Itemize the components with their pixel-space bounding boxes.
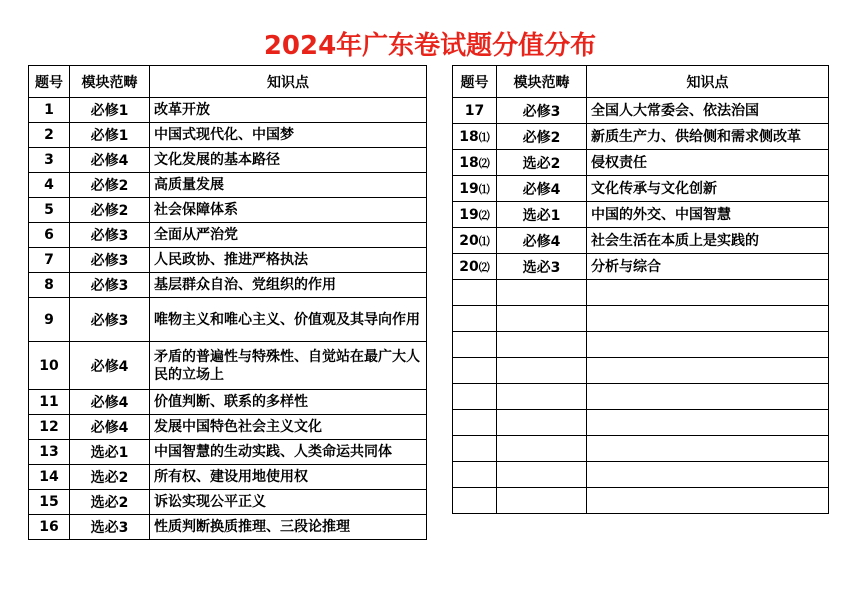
empty-row <box>453 280 829 306</box>
empty-row <box>453 384 829 410</box>
table-row <box>29 248 427 273</box>
empty-row <box>453 358 829 384</box>
module-cell: 必修3 <box>70 273 150 298</box>
knowledge-cell: 文化传承与文化创新 <box>587 176 829 202</box>
question-number: 8 <box>29 273 70 298</box>
question-number: 3 <box>29 148 70 173</box>
header-knowledge: 知识点 <box>587 66 829 98</box>
module-cell: 选必2 <box>497 150 587 176</box>
left-score-table <box>28 65 427 540</box>
empty-cell <box>587 358 829 384</box>
question-number-main: 20 <box>459 258 479 275</box>
knowledge-cell: 所有权、建设用地使用权 <box>150 465 427 490</box>
module-cell: 必修4 <box>70 415 150 440</box>
question-number <box>453 254 497 280</box>
question-number-sub: ⑵ <box>478 260 490 274</box>
table-header-row <box>453 66 829 98</box>
empty-cell <box>453 436 497 462</box>
question-number-main: 19 <box>459 206 479 223</box>
table-row <box>453 98 829 124</box>
knowledge-cell: 分析与综合 <box>587 254 829 280</box>
empty-cell <box>587 332 829 358</box>
empty-row <box>453 410 829 436</box>
question-number: 16 <box>29 515 70 540</box>
table-row <box>29 123 427 148</box>
table-row <box>29 198 427 223</box>
question-number <box>453 98 497 124</box>
question-number-sub: ⑴ <box>478 182 490 196</box>
table-row <box>29 342 427 390</box>
module-cell: 选必2 <box>70 465 150 490</box>
module-cell: 必修3 <box>70 298 150 342</box>
empty-cell <box>453 410 497 436</box>
empty-cell <box>497 436 587 462</box>
table-row <box>29 98 427 123</box>
page-title: 2024年广东卷试题分值分布 <box>263 31 597 61</box>
question-number-main: 19 <box>459 180 479 197</box>
table-row <box>29 515 427 540</box>
knowledge-cell: 基层群众自治、党组织的作用 <box>150 273 427 298</box>
empty-row <box>453 436 829 462</box>
question-number-sub: ⑴ <box>478 130 490 144</box>
empty-cell <box>453 332 497 358</box>
table-row <box>29 298 427 342</box>
question-number <box>453 176 497 202</box>
module-cell: 必修2 <box>70 173 150 198</box>
question-number-sub: ⑵ <box>478 208 490 222</box>
empty-cell <box>587 306 829 332</box>
empty-cell <box>453 280 497 306</box>
table-row <box>29 490 427 515</box>
table-row <box>453 228 829 254</box>
table-row <box>29 173 427 198</box>
empty-cell <box>453 462 497 488</box>
header-knowledge: 知识点 <box>150 66 427 98</box>
question-number <box>453 150 497 176</box>
empty-cell <box>497 280 587 306</box>
question-number: 6 <box>29 223 70 248</box>
module-cell: 选必1 <box>497 202 587 228</box>
knowledge-cell: 中国智慧的生动实践、人类命运共同体 <box>150 440 427 465</box>
empty-cell <box>497 410 587 436</box>
empty-cell <box>497 488 587 514</box>
empty-cell <box>453 306 497 332</box>
table-row <box>29 415 427 440</box>
empty-cell <box>497 332 587 358</box>
header-module: 模块范畴 <box>70 66 150 98</box>
question-number: 13 <box>29 440 70 465</box>
module-cell: 必修4 <box>497 176 587 202</box>
empty-cell <box>453 488 497 514</box>
knowledge-cell: 文化发展的基本路径 <box>150 148 427 173</box>
table-row <box>453 202 829 228</box>
question-number <box>453 228 497 254</box>
table-row <box>29 223 427 248</box>
empty-cell <box>497 358 587 384</box>
empty-cell <box>453 358 497 384</box>
empty-cell <box>587 410 829 436</box>
question-number: 15 <box>29 490 70 515</box>
table-row <box>29 390 427 415</box>
module-cell: 必修2 <box>497 124 587 150</box>
empty-row <box>453 462 829 488</box>
empty-cell <box>453 384 497 410</box>
module-cell: 选必3 <box>497 254 587 280</box>
question-number: 14 <box>29 465 70 490</box>
question-number <box>453 202 497 228</box>
question-number: 10 <box>29 342 70 390</box>
empty-cell <box>587 280 829 306</box>
knowledge-cell: 价值判断、联系的多样性 <box>150 390 427 415</box>
table-row <box>453 124 829 150</box>
knowledge-cell: 社会生活在本质上是实践的 <box>587 228 829 254</box>
question-number: 5 <box>29 198 70 223</box>
question-number: 11 <box>29 390 70 415</box>
question-number-sub: ⑵ <box>478 156 490 170</box>
knowledge-cell: 侵权责任 <box>587 150 829 176</box>
question-number: 1 <box>29 98 70 123</box>
question-number-main: 18 <box>459 154 479 171</box>
module-cell: 必修3 <box>70 248 150 273</box>
knowledge-cell: 性质判断换质推理、三段论推理 <box>150 515 427 540</box>
question-number-main: 18 <box>459 128 479 145</box>
header-num: 题号 <box>453 66 497 98</box>
knowledge-cell: 诉讼实现公平正义 <box>150 490 427 515</box>
question-number: 7 <box>29 248 70 273</box>
right-score-table <box>452 65 829 514</box>
module-cell: 必修4 <box>497 228 587 254</box>
module-cell: 必修1 <box>70 123 150 148</box>
header-num: 题号 <box>29 66 70 98</box>
empty-row <box>453 306 829 332</box>
module-cell: 必修4 <box>70 342 150 390</box>
knowledge-cell: 高质量发展 <box>150 173 427 198</box>
table-row <box>29 273 427 298</box>
question-number: 2 <box>29 123 70 148</box>
module-cell: 必修3 <box>497 98 587 124</box>
table-row <box>29 465 427 490</box>
module-cell: 必修4 <box>70 148 150 173</box>
empty-row <box>453 488 829 514</box>
table-row <box>453 254 829 280</box>
question-number-sub: ⑴ <box>478 234 490 248</box>
empty-cell <box>587 488 829 514</box>
table-row <box>453 150 829 176</box>
module-cell: 必修4 <box>70 390 150 415</box>
module-cell: 必修2 <box>70 198 150 223</box>
module-cell: 必修3 <box>70 223 150 248</box>
question-number: 4 <box>29 173 70 198</box>
question-number <box>453 124 497 150</box>
question-number: 9 <box>29 298 70 342</box>
module-cell: 选必2 <box>70 490 150 515</box>
table-row <box>29 148 427 173</box>
knowledge-cell: 中国的外交、中国智慧 <box>587 202 829 228</box>
question-number-main: 17 <box>464 102 485 119</box>
module-cell: 必修1 <box>70 98 150 123</box>
empty-row <box>453 332 829 358</box>
empty-cell <box>587 436 829 462</box>
knowledge-cell: 全面从严治党 <box>150 223 427 248</box>
knowledge-cell: 全国人大常委会、依法治国 <box>587 98 829 124</box>
empty-cell <box>497 462 587 488</box>
empty-cell <box>497 306 587 332</box>
module-cell: 选必3 <box>70 515 150 540</box>
empty-cell <box>587 384 829 410</box>
knowledge-cell: 中国式现代化、中国梦 <box>150 123 427 148</box>
question-number-main: 20 <box>459 232 479 249</box>
knowledge-cell: 人民政协、推进严格执法 <box>150 248 427 273</box>
knowledge-cell: 社会保障体系 <box>150 198 427 223</box>
table-header-row <box>29 66 427 98</box>
empty-cell <box>497 384 587 410</box>
knowledge-cell: 唯物主义和唯心主义、价值观及其导向作用 <box>150 298 427 342</box>
knowledge-cell: 发展中国特色社会主义文化 <box>150 415 427 440</box>
module-cell: 选必1 <box>70 440 150 465</box>
question-number: 12 <box>29 415 70 440</box>
table-row <box>29 440 427 465</box>
empty-cell <box>587 462 829 488</box>
knowledge-cell: 新质生产力、供给侧和需求侧改革 <box>587 124 829 150</box>
knowledge-cell: 矛盾的普遍性与特殊性、自觉站在最广大人民的立场上 <box>150 342 427 390</box>
header-module: 模块范畴 <box>497 66 587 98</box>
knowledge-cell: 改革开放 <box>150 98 427 123</box>
table-row <box>453 176 829 202</box>
